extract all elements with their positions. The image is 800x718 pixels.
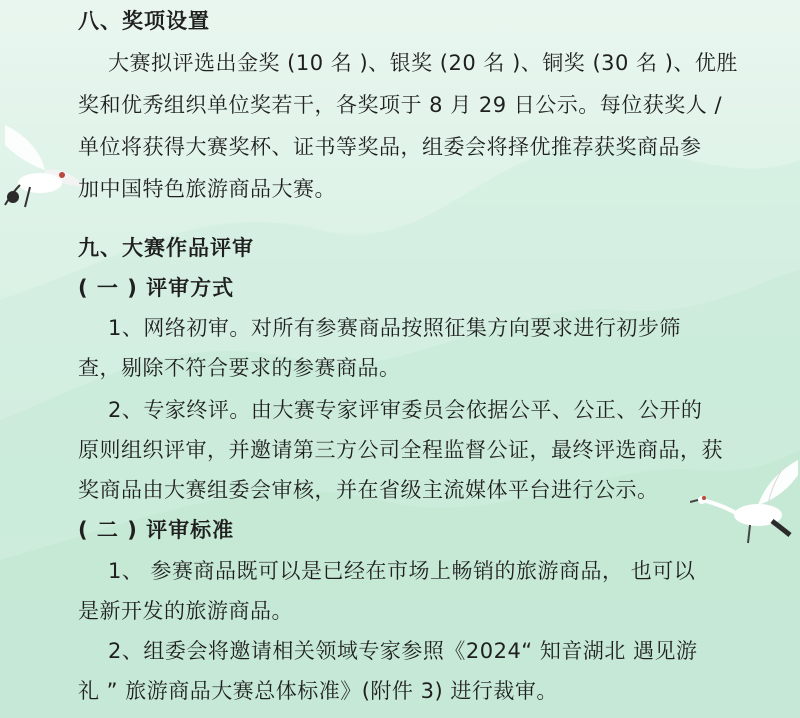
sub2-item2-line-1: 2、组委会将邀请相关领域专家参照《2024“ 知音湖北 遇见游 — [108, 639, 698, 663]
section9-heading: 九、大赛作品评审 — [78, 236, 254, 260]
sub2-item1-line-1: 1、 参赛商品既可以是已经在市场上畅销的旅游商品， 也可以 — [108, 559, 696, 583]
sub2-item2-line-2: 礼 ” 旅游商品大赛总体标准》(附件 3) 进行裁审。 — [78, 679, 558, 703]
section8-line-2: 奖和优秀组织单位奖若干，各奖项于 8 月 29 日公示。每位获奖人 / — [78, 93, 723, 117]
sub1-item1-line-2: 查，剔除不符合要求的参赛商品。 — [78, 356, 401, 380]
section8-line-3: 单位将获得大赛奖杯、证书等奖品，组委会将择优推荐获奖商品参 — [78, 135, 702, 159]
section8-line-1: 大赛拟评选出金奖 (10 名 )、银奖 (20 名 )、铜奖 (30 名 )、优胜 — [108, 51, 738, 75]
sub1-item2-line-2: 原则组织评审，并邀请第三方公司全程监督公证，最终评选商品，获 — [78, 438, 723, 462]
sub1-item2-line-3: 奖商品由大赛组委会审核，并在省级主流媒体平台进行公示。 — [78, 478, 659, 502]
sub2-heading: ( 二 ) 评审标准 — [78, 518, 235, 542]
sub1-item1-line-1: 1、网络初审。对所有参赛商品按照征集方向要求进行初步筛 — [108, 316, 681, 340]
section8-heading: 八、奖项设置 — [78, 9, 210, 33]
sub1-heading: ( 一 ) 评审方式 — [78, 276, 235, 300]
sub2-item1-line-2: 是新开发的旅游商品。 — [78, 599, 293, 623]
sub1-item2-line-1: 2、专家终评。由大赛专家评审委员会依据公平、公正、公开的 — [108, 398, 703, 422]
section8-line-4: 加中国特色旅游商品大赛。 — [78, 177, 336, 201]
